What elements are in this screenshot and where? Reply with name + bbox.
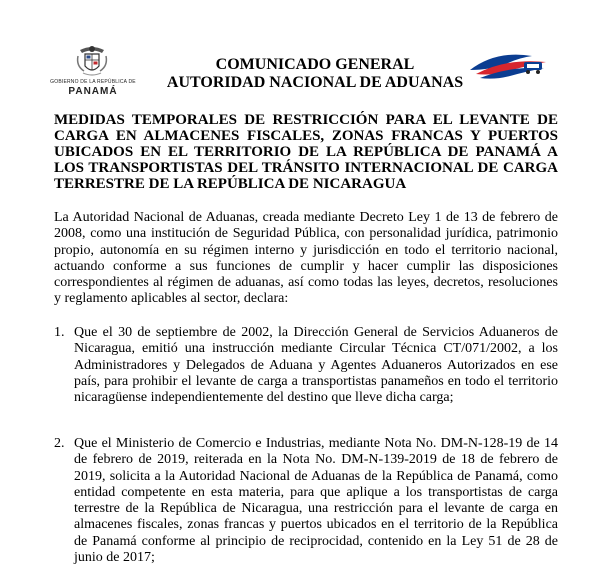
aduanas-logo-icon	[466, 48, 550, 84]
list-item-number: 2.	[54, 436, 65, 451]
subject-heading: MEDIDAS TEMPORALES DE RESTRICCIÓN PARA EL LEVANTE DE CARGA EN ALMACENES FISCALES, ZONAS FRANCAS Y PUERTOS UBICADOS EN EL TERRITORIO DE LA REPÚBLICA DE PANAMÁ A LOS TRANSPORTISTAS DEL TRÁNSITO INTERNACIONAL DE CARGA TERRESTRE DE LA REPÚBLICA DE NICARAGUA	[54, 112, 558, 192]
government-logo	[50, 44, 136, 100]
title-line-2: AUTORIDAD NACIONAL DE ADUANAS	[166, 74, 464, 91]
list-item-number: 1.	[54, 325, 65, 340]
title-line-1: COMUNICADO GENERAL	[215, 56, 415, 73]
document-header	[0, 0, 612, 104]
intro-paragraph: La Autoridad Nacional de Aduanas, creada mediante Decreto Ley 1 de 13 de febrero de 2008, como una institución de Seguridad Pública, con personalidad jurídica, patrimonio propio, autonomía en su régimen interno y jurisdicción en todo el territorio nacional, actuando conforme a sus funciones de cumplir y hacer cumplir las disposiciones correspondientes al régimen de aduanas, así como todas las leyes, decretos, resoluciones y reglamento aplicables al sector, declara:	[54, 210, 558, 307]
list-item-text: Que el Ministerio de Comercio e Industrias, mediante Nota No. DM-N-128-19 de 14 de febrero de 2019, reiterada en la Nota No. DM-N-139-2019 de 18 de febrero de 2019, solicita a la Autoridad Nacional de Aduanas de la República de Panamá, como entidad competente en esta materia, para que aplique a los transportistas de carga terrestre de la República de Nicaragua, una restricción para el levante de carga en almacenes fiscales, zonas francas y puertos ubicados en el territorio de la República de Panamá conforme al principio de reciprocidad, contenido en la Ley 51 de 28 de junio de 2017;	[74, 436, 558, 566]
gov-logo-caption: GOBIERNO DE LA REPÚBLICA DE	[50, 79, 136, 85]
list-item-text: Que el 30 de septiembre de 2002, la Dirección General de Servicios Aduaneros de Nicaragua, emitió una instrucción mediante Circular Técnica CT/071/2002, a los Administradores y Delegados de Aduana y Agentes Aduaneros Autorizados en ese país, para prohibir el levante de carga a transportistas panameños en todo el territorio nicaragüense independientemente del destino que lleve dicha carga;	[74, 325, 558, 406]
gov-logo-country: PANAMÁ	[68, 86, 118, 97]
coat-of-arms-icon	[74, 44, 110, 78]
